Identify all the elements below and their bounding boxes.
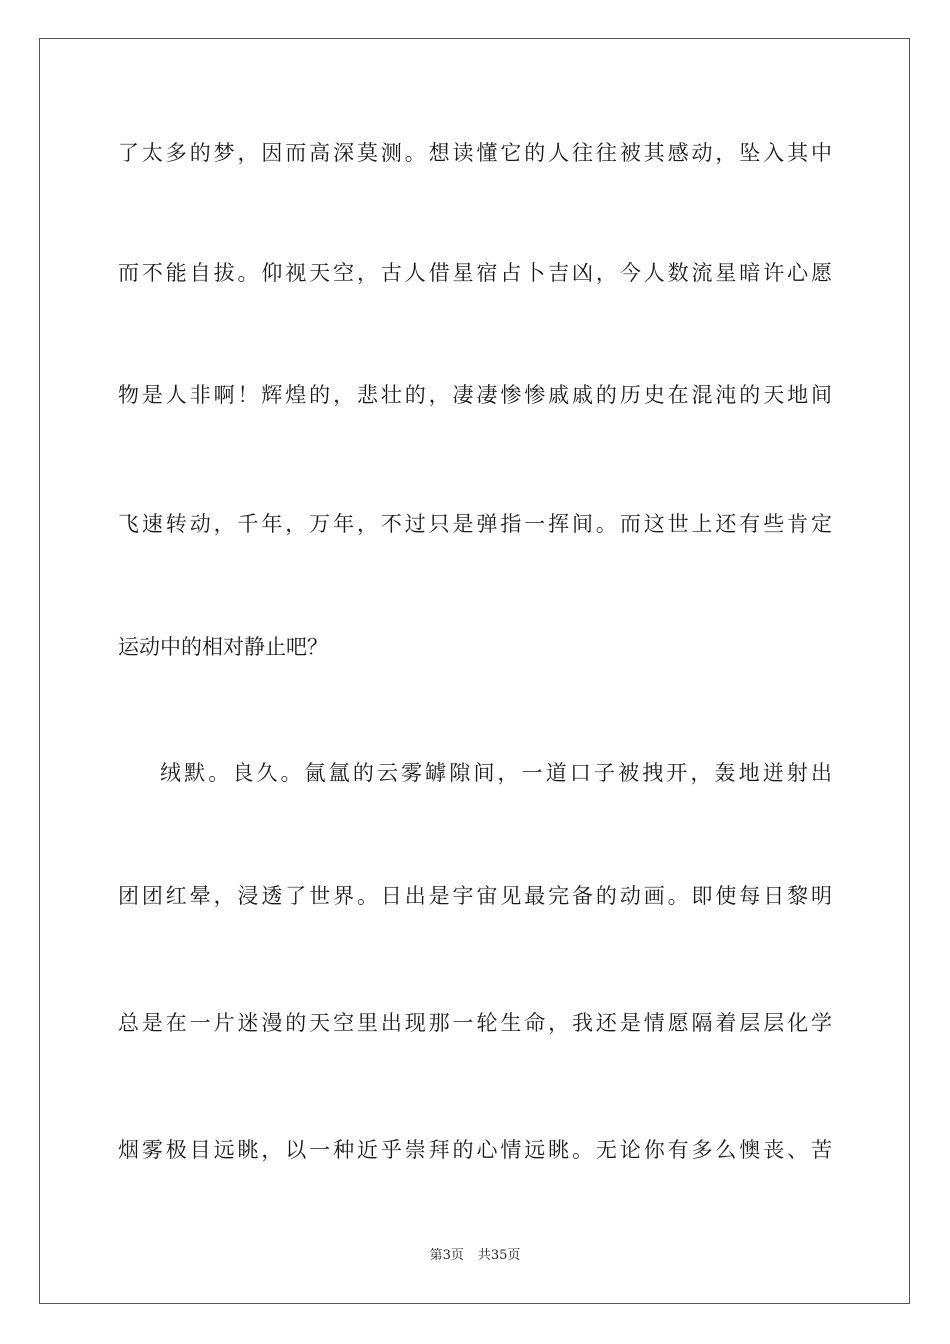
page-frame <box>39 38 910 1304</box>
body-text-line: 了太多的梦，因而高深莫测。想读懂它的人往往被其感动，坠入其中 <box>118 141 832 165</box>
page-number: 第3页 <box>429 1248 464 1263</box>
body-text-line: 飞速转动，千年，万年，不过只是弹指一挥间。而这世上还有些肯定 <box>118 512 832 536</box>
body-text-line: 而不能自拔。仰视天空，古人借星宿占卜吉凶，今人数流星暗许心愿 <box>118 261 832 285</box>
body-text-line: 团团红晕，浸透了世界。日出是宇宙见最完备的动画。即使每日黎明 <box>118 884 832 908</box>
body-text-line: 烟雾极目远眺，以一种近乎崇拜的心情远眺。无论你有多么懊丧、苦 <box>118 1138 832 1162</box>
body-text-line: 总是在一片迷漫的天空里出现那一轮生命，我还是情愿隔着层层化学 <box>118 1011 832 1035</box>
page-footer <box>0 1248 950 1264</box>
body-text-line: 运动中的相对静止吧？ <box>118 635 328 659</box>
page-total: 共35页 <box>477 1248 521 1263</box>
body-text-line: 物是人非啊！辉煌的，悲壮的，凄凄惨惨戚戚的历史在混沌的天地间 <box>118 383 832 407</box>
paragraph-first-line: 绒默。良久。氤氲的云雾罅隙间，一道口子被拽开，轰地迸射出 <box>160 761 832 785</box>
